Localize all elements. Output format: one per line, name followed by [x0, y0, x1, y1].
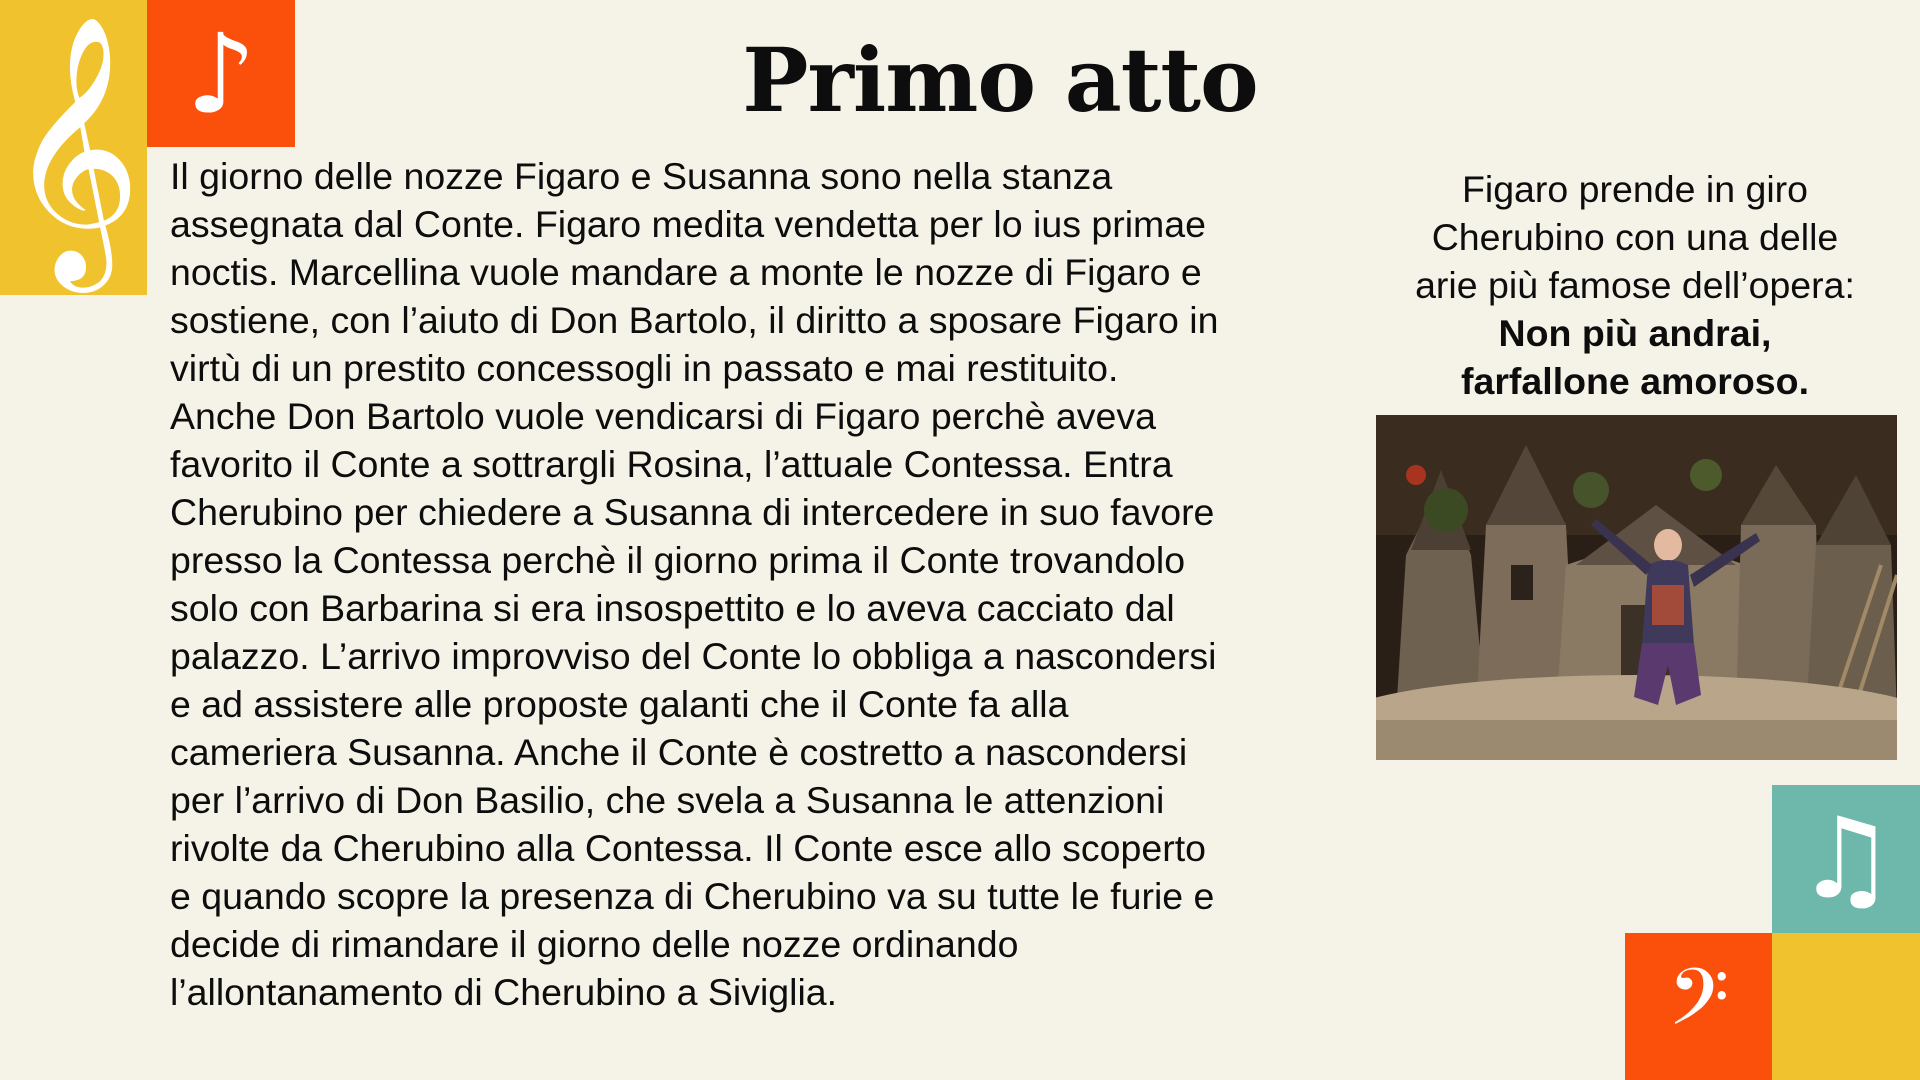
synopsis-line: Cherubino per chiedere a Susanna di intercedere in suo favore [170, 491, 1215, 533]
beamed-notes-tile [1772, 785, 1920, 933]
caption-line: Figaro prende in giro [1461, 168, 1809, 210]
synopsis-line: palazzo. L’arrivo improvviso del Conte lo obbliga a nascondersi [170, 635, 1217, 677]
aria-title-line: Non più andrai, [1498, 312, 1772, 354]
yellow-corner-tile [1772, 933, 1920, 1080]
stage-photo [1376, 415, 1897, 760]
synopsis-line: assegnata dal Conte. Figaro medita vendetta per lo ius primae [170, 203, 1207, 245]
beamed-notes-icon: ♫ [1795, 794, 1897, 924]
synopsis-line: e quando scopre la presenza di Cherubino va su tutte le furie e [170, 875, 1215, 917]
synopsis-line: noctis. Marcellina vuole mandare a monte le nozze di Figaro e [170, 251, 1202, 293]
eighth-note-tile [147, 0, 295, 147]
aria-caption [1370, 165, 1900, 405]
treble-clef-tile [0, 0, 147, 295]
slide-title: Primo atto [742, 28, 1258, 132]
eighth-note-icon: ♪ [185, 9, 257, 138]
synopsis-text [170, 152, 1300, 1016]
caption-line: arie più famose dell’opera: [1415, 264, 1855, 306]
stage-photo-illustration [1376, 415, 1897, 760]
synopsis-line: Il giorno delle nozze Figaro e Susanna sono nella stanza [170, 155, 1113, 197]
synopsis-line: per l’arrivo di Don Basilio, che svela a Susanna le attenzioni [170, 779, 1165, 821]
caption-line: Cherubino con una delle [1431, 216, 1839, 258]
bass-clef-tile [1625, 933, 1772, 1080]
synopsis-line: presso la Contessa perchè il giorno prima il Conte trovandolo [170, 539, 1186, 581]
synopsis-line: virtù di un prestito concessogli in passato e mai restituito. [170, 347, 1119, 389]
aria-title-line: farfallone amoroso. [1461, 360, 1809, 402]
synopsis-line: cameriera Susanna. Anche il Conte è costretto a nascondersi [170, 731, 1188, 773]
synopsis-line: Anche Don Bartolo vuole vendicarsi di Figaro perchè aveva [170, 395, 1156, 437]
treble-clef-icon: 𝄞 [5, 13, 142, 281]
synopsis-line: e ad assistere alle proposte galanti che il Conte fa alla [170, 683, 1069, 725]
synopsis-line: decide di rimandare il giorno delle nozze ordinando [170, 923, 1019, 965]
synopsis-line: rivolte da Cherubino alla Contessa. Il Conte esce allo scoperto [170, 827, 1206, 869]
synopsis-line: sostiene, con l’aiuto di Don Bartolo, il diritto a sposare Figaro in [170, 299, 1219, 341]
synopsis-line: l’allontanamento di Cherubino a Siviglia. [170, 971, 838, 1013]
synopsis-line: favorito il Conte a sottrargli Rosina, l’attuale Contessa. Entra [170, 443, 1173, 485]
bass-clef-icon: 𝄢 [1667, 950, 1730, 1063]
synopsis-line: solo con Barbarina si era insospettito e lo aveva cacciato dal [170, 587, 1175, 629]
